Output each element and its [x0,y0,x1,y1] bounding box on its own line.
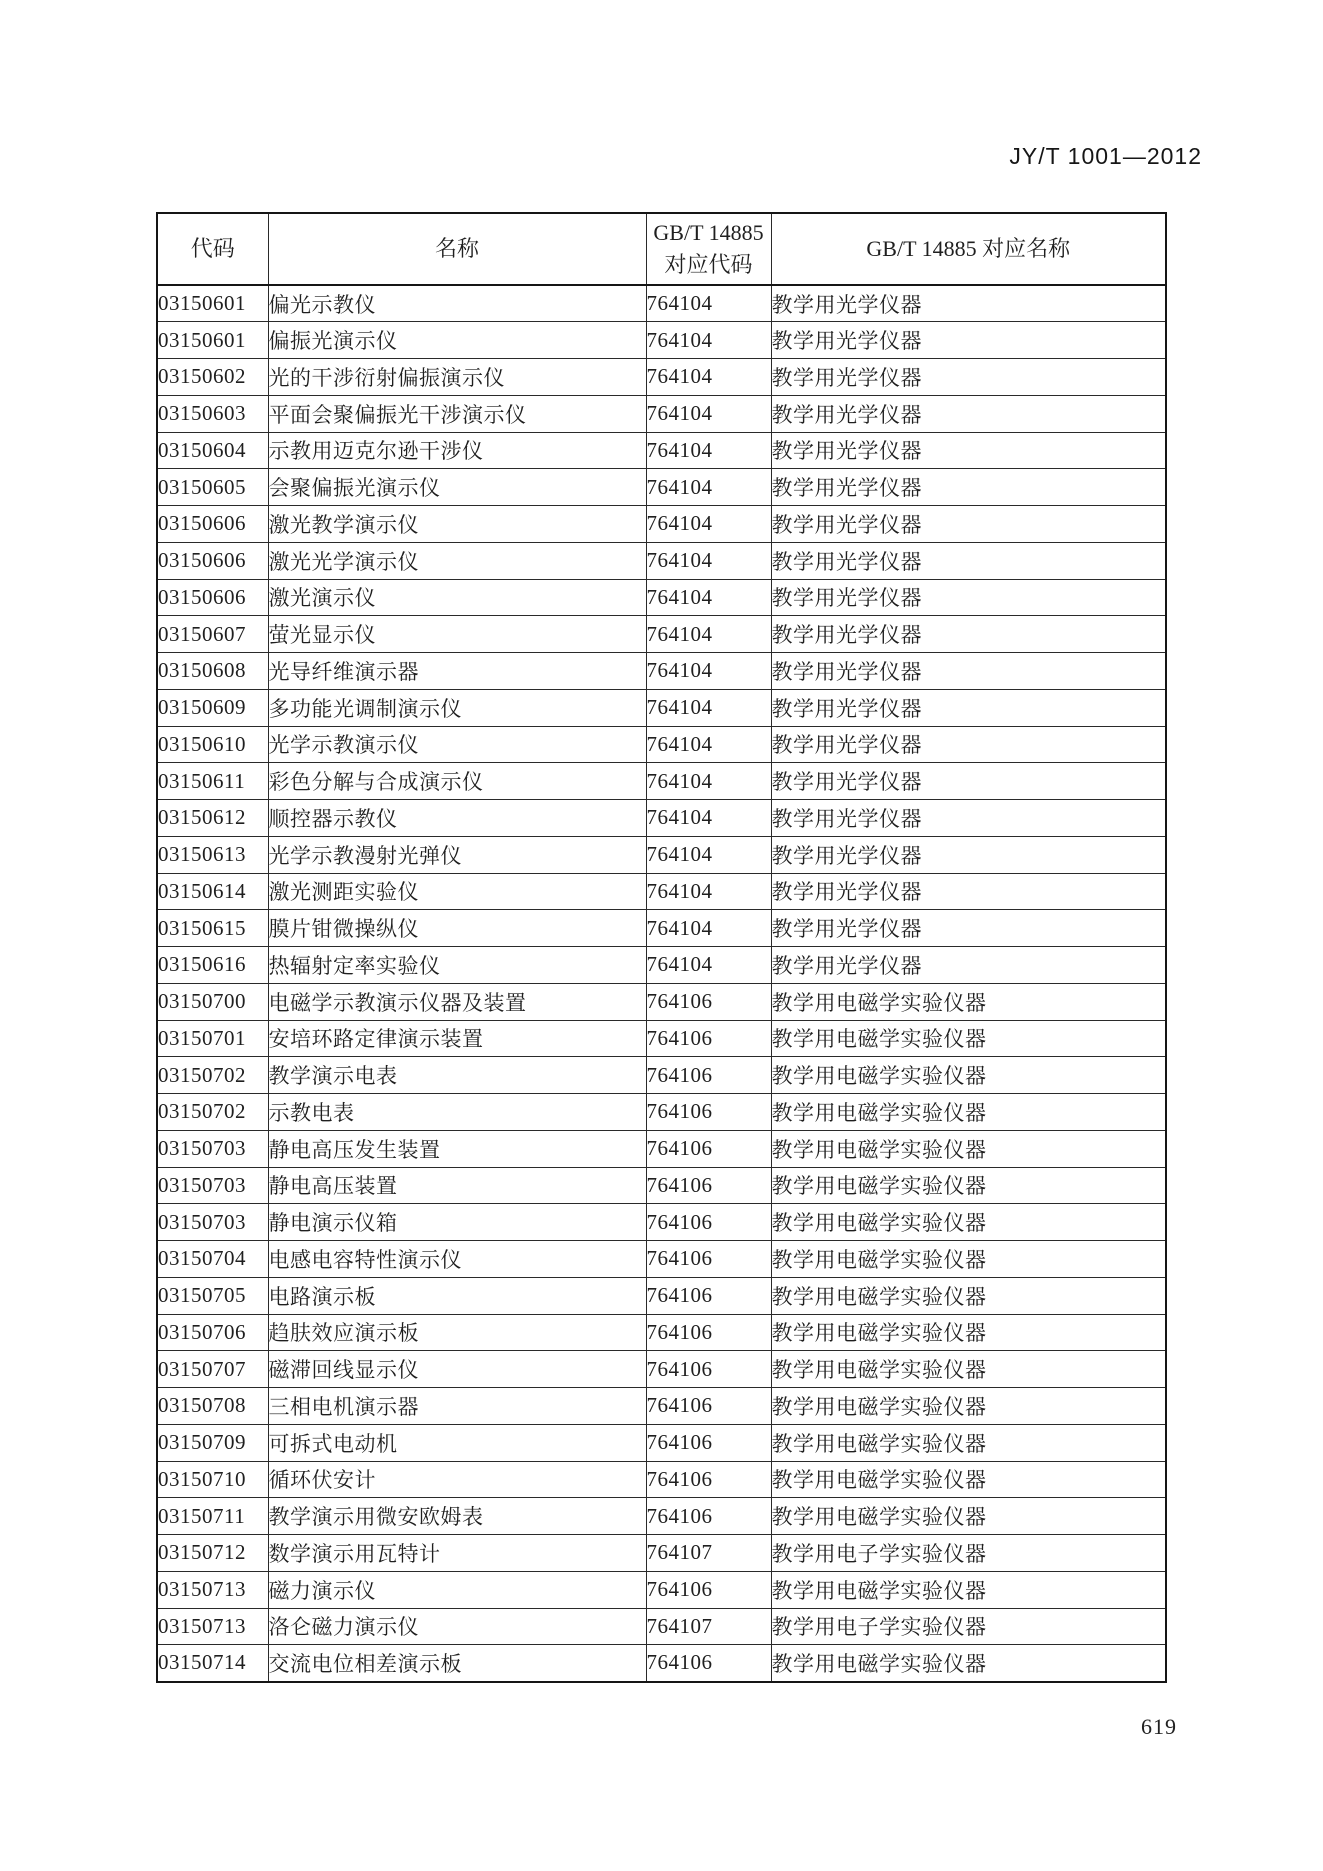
cell-name: 激光教学演示仪 [268,506,646,543]
cell-gbt-name: 教学用电磁学实验仪器 [771,1424,1166,1461]
table-row [157,1608,1166,1645]
cell-name: 示教电表 [268,1094,646,1131]
table-row [157,1461,1166,1498]
cell-code: 03150701 [157,1020,268,1057]
cell-name: 磁滞回线显示仪 [268,1351,646,1388]
cell-gbt-name: 教学用光学仪器 [771,579,1166,616]
cell-gbt-code: 764106 [646,1277,771,1314]
cell-code: 03150706 [157,1314,268,1351]
cell-gbt-code: 764104 [646,689,771,726]
table-row [157,579,1166,616]
cell-code: 03150704 [157,1241,268,1278]
cell-gbt-code: 764106 [646,1645,771,1682]
cell-gbt-code: 764106 [646,1241,771,1278]
table-header-row [157,213,1166,285]
table-row [157,1241,1166,1278]
table-row [157,432,1166,469]
table-row [157,1094,1166,1131]
column-header-code: 代码 [157,213,268,285]
cell-gbt-code: 764104 [646,432,771,469]
table-row [157,1645,1166,1682]
cell-gbt-name: 教学用电磁学实验仪器 [771,1645,1166,1682]
cell-gbt-name: 教学用电磁学实验仪器 [771,1571,1166,1608]
cell-code: 03150609 [157,689,268,726]
cell-gbt-code: 764104 [646,653,771,690]
table-row [157,800,1166,837]
cell-name: 膜片钳微操纵仪 [268,910,646,947]
cell-code: 03150714 [157,1645,268,1682]
cell-gbt-name: 教学用电磁学实验仪器 [771,1167,1166,1204]
cell-code: 03150703 [157,1204,268,1241]
cell-gbt-code: 764104 [646,469,771,506]
cell-code: 03150702 [157,1094,268,1131]
cell-gbt-name: 教学用电磁学实验仪器 [771,1204,1166,1241]
cell-gbt-code: 764104 [646,800,771,837]
cell-gbt-name: 教学用电子学实验仪器 [771,1608,1166,1645]
cell-name: 激光测距实验仪 [268,873,646,910]
cell-code: 03150602 [157,359,268,396]
cell-gbt-code: 764104 [646,542,771,579]
cell-gbt-code: 764106 [646,1498,771,1535]
cell-gbt-name: 教学用光学仪器 [771,947,1166,984]
cell-code: 03150606 [157,506,268,543]
cell-gbt-name: 教学用电磁学实验仪器 [771,1130,1166,1167]
column-header-gbt-code [646,213,771,285]
cell-code: 03150611 [157,763,268,800]
cell-gbt-name: 教学用光学仪器 [771,653,1166,690]
cell-code: 03150612 [157,800,268,837]
cell-code: 03150601 [157,322,268,359]
cell-gbt-name: 教学用光学仪器 [771,432,1166,469]
table-header [157,213,1166,285]
cell-code: 03150604 [157,432,268,469]
cell-code: 03150713 [157,1571,268,1608]
cell-gbt-name: 教学用电子学实验仪器 [771,1535,1166,1572]
cell-name: 静电高压装置 [268,1167,646,1204]
cell-code: 03150606 [157,579,268,616]
cell-name: 光学示教演示仪 [268,726,646,763]
cell-code: 03150606 [157,542,268,579]
cell-code: 03150705 [157,1277,268,1314]
cell-gbt-name: 教学用光学仪器 [771,285,1166,322]
column-header-gbt-name: GB/T 14885 对应名称 [771,213,1166,285]
cell-gbt-code: 764106 [646,1424,771,1461]
cell-name: 三相电机演示器 [268,1388,646,1425]
page-number: 619 [1141,1714,1177,1739]
equipment-code-table [156,212,1167,1683]
cell-name: 数学演示用瓦特计 [268,1535,646,1572]
cell-gbt-name: 教学用电磁学实验仪器 [771,1461,1166,1498]
cell-gbt-code: 764104 [646,910,771,947]
cell-name: 电磁学示教演示仪器及装置 [268,983,646,1020]
standard-code-header: JY/T 1001—2012 [1009,143,1202,169]
table-row [157,947,1166,984]
table-row [157,1424,1166,1461]
cell-code: 03150616 [157,947,268,984]
cell-gbt-name: 教学用电磁学实验仪器 [771,1094,1166,1131]
cell-name: 彩色分解与合成演示仪 [268,763,646,800]
cell-gbt-code: 764104 [646,873,771,910]
cell-gbt-code: 764104 [646,359,771,396]
table-row [157,1351,1166,1388]
cell-gbt-name: 教学用电磁学实验仪器 [771,1498,1166,1535]
cell-gbt-name: 教学用光学仪器 [771,322,1166,359]
table-row [157,983,1166,1020]
cell-gbt-name: 教学用光学仪器 [771,726,1166,763]
cell-code: 03150703 [157,1130,268,1167]
cell-code: 03150607 [157,616,268,653]
cell-gbt-name: 教学用光学仪器 [771,359,1166,396]
cell-gbt-code: 764107 [646,1608,771,1645]
cell-name: 磁力演示仪 [268,1571,646,1608]
cell-code: 03150711 [157,1498,268,1535]
cell-name: 交流电位相差演示板 [268,1645,646,1682]
cell-name: 可拆式电动机 [268,1424,646,1461]
table-row [157,1277,1166,1314]
cell-code: 03150713 [157,1608,268,1645]
table-row [157,469,1166,506]
cell-name: 光的干涉衍射偏振演示仪 [268,359,646,396]
cell-gbt-name: 教学用电磁学实验仪器 [771,1057,1166,1094]
cell-gbt-name: 教学用光学仪器 [771,836,1166,873]
table-row [157,1498,1166,1535]
table-row [157,616,1166,653]
table-row [157,542,1166,579]
cell-gbt-name: 教学用光学仪器 [771,469,1166,506]
cell-gbt-name: 教学用光学仪器 [771,689,1166,726]
cell-code: 03150605 [157,469,268,506]
table-row [157,322,1166,359]
cell-gbt-name: 教学用光学仪器 [771,763,1166,800]
cell-gbt-code: 764106 [646,1388,771,1425]
cell-code: 03150709 [157,1424,268,1461]
cell-name: 会聚偏振光演示仪 [268,469,646,506]
table-row [157,836,1166,873]
table-row [157,1020,1166,1057]
cell-gbt-code: 764104 [646,836,771,873]
cell-gbt-code: 764106 [646,1204,771,1241]
cell-gbt-code: 764104 [646,322,771,359]
column-header-gbt-code-line1: GB/T 14885 [653,220,764,246]
cell-code: 03150610 [157,726,268,763]
table-row [157,285,1166,322]
cell-code: 03150615 [157,910,268,947]
cell-code: 03150710 [157,1461,268,1498]
cell-name: 电感电容特性演示仪 [268,1241,646,1278]
cell-name: 光学示教漫射光弹仪 [268,836,646,873]
cell-code: 03150601 [157,285,268,322]
cell-name: 安培环路定律演示装置 [268,1020,646,1057]
cell-gbt-name: 教学用电磁学实验仪器 [771,1241,1166,1278]
cell-code: 03150603 [157,395,268,432]
cell-code: 03150708 [157,1388,268,1425]
table-row [157,873,1166,910]
cell-name: 教学演示用微安欧姆表 [268,1498,646,1535]
cell-gbt-name: 教学用光学仪器 [771,506,1166,543]
cell-gbt-name: 教学用电磁学实验仪器 [771,1314,1166,1351]
cell-gbt-name: 教学用光学仪器 [771,800,1166,837]
table-row [157,763,1166,800]
table-row [157,653,1166,690]
cell-name: 光导纤维演示器 [268,653,646,690]
table-row [157,1388,1166,1425]
cell-name: 多功能光调制演示仪 [268,689,646,726]
column-header-name: 名称 [268,213,646,285]
cell-name: 偏光示教仪 [268,285,646,322]
cell-gbt-name: 教学用电磁学实验仪器 [771,1388,1166,1425]
table-row [157,1314,1166,1351]
table-body [157,285,1166,1682]
cell-gbt-name: 教学用光学仪器 [771,542,1166,579]
table-row [157,1571,1166,1608]
cell-gbt-code: 764106 [646,1057,771,1094]
cell-name: 激光演示仪 [268,579,646,616]
cell-code: 03150613 [157,836,268,873]
cell-gbt-code: 764106 [646,983,771,1020]
cell-gbt-code: 764104 [646,763,771,800]
cell-name: 洛仑磁力演示仪 [268,1608,646,1645]
table-row [157,910,1166,947]
cell-gbt-code: 764104 [646,395,771,432]
table-row [157,395,1166,432]
cell-gbt-code: 764106 [646,1461,771,1498]
cell-gbt-code: 764106 [646,1130,771,1167]
cell-gbt-name: 教学用电磁学实验仪器 [771,1277,1166,1314]
cell-code: 03150712 [157,1535,268,1572]
cell-name: 平面会聚偏振光干涉演示仪 [268,395,646,432]
cell-gbt-name: 教学用光学仪器 [771,910,1166,947]
table-row [157,1204,1166,1241]
cell-gbt-code: 764107 [646,1535,771,1572]
cell-code: 03150614 [157,873,268,910]
table-row [157,506,1166,543]
cell-gbt-code: 764106 [646,1351,771,1388]
cell-code: 03150707 [157,1351,268,1388]
cell-gbt-code: 764104 [646,947,771,984]
cell-name: 教学演示电表 [268,1057,646,1094]
cell-gbt-name: 教学用电磁学实验仪器 [771,983,1166,1020]
cell-gbt-code: 764104 [646,616,771,653]
cell-name: 示教用迈克尔逊干涉仪 [268,432,646,469]
table-row [157,689,1166,726]
cell-gbt-name: 教学用电磁学实验仪器 [771,1351,1166,1388]
table-row [157,359,1166,396]
cell-gbt-code: 764106 [646,1314,771,1351]
cell-name: 电路演示板 [268,1277,646,1314]
cell-gbt-code: 764106 [646,1094,771,1131]
cell-name: 循环伏安计 [268,1461,646,1498]
cell-code: 03150702 [157,1057,268,1094]
cell-gbt-name: 教学用光学仪器 [771,616,1166,653]
cell-name: 偏振光演示仪 [268,322,646,359]
cell-gbt-code: 764106 [646,1020,771,1057]
table-row [157,1130,1166,1167]
column-header-gbt-code-line2: 对应代码 [664,252,753,277]
table-row [157,1057,1166,1094]
cell-gbt-code: 764106 [646,1571,771,1608]
cell-name: 萤光显示仪 [268,616,646,653]
cell-name: 静电演示仪箱 [268,1204,646,1241]
table-row [157,1167,1166,1204]
cell-gbt-name: 教学用光学仪器 [771,873,1166,910]
cell-gbt-code: 764104 [646,506,771,543]
cell-gbt-code: 764106 [646,1167,771,1204]
cell-gbt-code: 764104 [646,726,771,763]
cell-name: 趋肤效应演示板 [268,1314,646,1351]
cell-name: 热辐射定率实验仪 [268,947,646,984]
cell-gbt-code: 764104 [646,579,771,616]
cell-name: 静电高压发生装置 [268,1130,646,1167]
cell-gbt-name: 教学用光学仪器 [771,395,1166,432]
cell-code: 03150703 [157,1167,268,1204]
cell-gbt-code: 764104 [646,285,771,322]
cell-code: 03150700 [157,983,268,1020]
cell-name: 顺控器示教仪 [268,800,646,837]
table-row [157,1535,1166,1572]
cell-code: 03150608 [157,653,268,690]
cell-gbt-name: 教学用电磁学实验仪器 [771,1020,1166,1057]
table-row [157,726,1166,763]
cell-name: 激光光学演示仪 [268,542,646,579]
